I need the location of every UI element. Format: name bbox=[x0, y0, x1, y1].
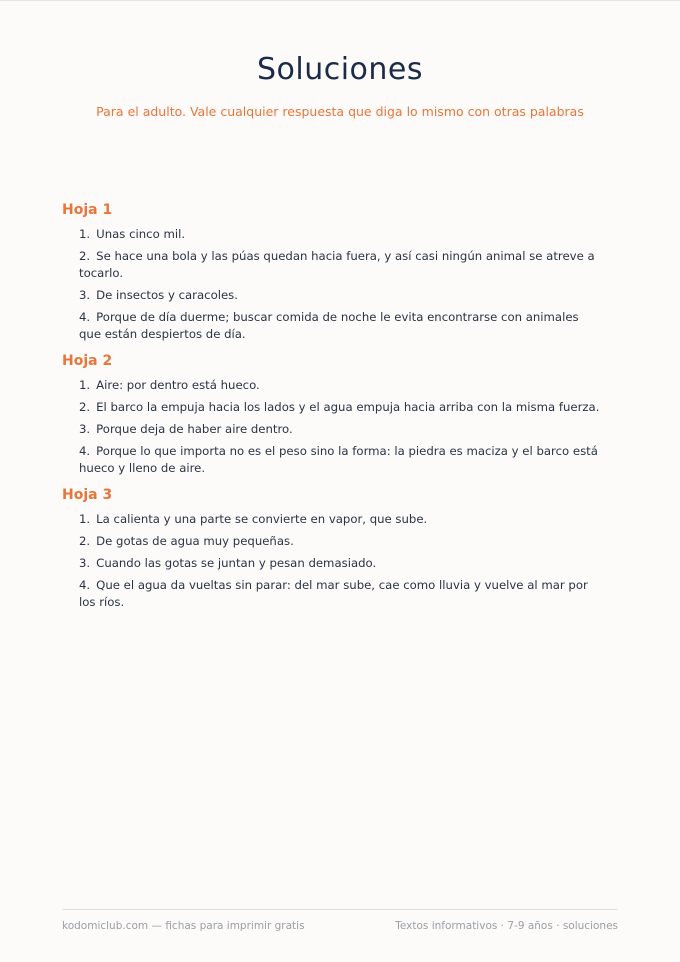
answer-item bbox=[62, 248, 602, 282]
answer-text: La calienta y una parte se convierte en vapor, que sube. bbox=[96, 512, 428, 526]
answer-number: 3. bbox=[79, 288, 91, 302]
answer-item bbox=[62, 421, 602, 438]
answer-number: 2. bbox=[79, 249, 91, 263]
answer-text: Porque de día duerme; buscar comida de noche le evita encontrarse con animales que están despiertos de día. bbox=[79, 310, 579, 341]
answer-text: Porque deja de haber aire dentro. bbox=[96, 422, 293, 436]
answer-item bbox=[62, 377, 602, 394]
answer-text: Cuando las gotas se juntan y pesan demasiado. bbox=[96, 556, 377, 570]
answer-text: De gotas de agua muy pequeñas. bbox=[96, 534, 294, 548]
answer-number: 1. bbox=[79, 378, 91, 392]
answer-text: Aire: por dentro está hueco. bbox=[96, 378, 260, 392]
answer-number: 2. bbox=[79, 400, 91, 414]
answer-number: 4. bbox=[79, 578, 91, 592]
answer-item bbox=[62, 309, 602, 343]
answer-text: De insectos y caracoles. bbox=[96, 288, 238, 302]
section-hoja-1 bbox=[62, 202, 602, 343]
answer-text: Se hace una bola y las púas quedan hacia fuera, y así casi ningún animal se atreve a tocarlo. bbox=[79, 249, 595, 280]
answer-number: 4. bbox=[79, 310, 91, 324]
answer-number: 4. bbox=[79, 444, 91, 458]
answer-text: Que el agua da vueltas sin parar: del mar sube, cae como lluvia y vuelve al mar por los ríos. bbox=[79, 578, 588, 609]
footer-site-credit: kodomiclub.com — fichas para imprimir gratis bbox=[62, 920, 305, 932]
solutions-content bbox=[62, 202, 602, 621]
answer-text: Unas cinco mil. bbox=[96, 227, 186, 241]
answer-number: 3. bbox=[79, 556, 91, 570]
answer-number: 2. bbox=[79, 534, 91, 548]
section-hoja-2 bbox=[62, 353, 602, 477]
section-hoja-3 bbox=[62, 487, 602, 611]
page-subtitle: Para el adulto. Vale cualquier respuesta que diga lo mismo con otras palabras bbox=[96, 104, 584, 119]
answer-item bbox=[62, 577, 602, 611]
answer-text: El barco la empuja hacia los lados y el agua empuja hacia arriba con la misma fuerza. bbox=[96, 400, 600, 414]
answer-item bbox=[62, 443, 602, 477]
answer-text: Porque lo que importa no es el peso sino la forma: la piedra es maciza y el barco está hueco y lleno de aire. bbox=[79, 444, 598, 475]
answer-item bbox=[62, 555, 602, 572]
section-title: Hoja 3 bbox=[62, 487, 113, 503]
answer-list bbox=[62, 377, 602, 477]
answer-list bbox=[62, 226, 602, 343]
answer-item bbox=[62, 226, 602, 243]
answer-item bbox=[62, 533, 602, 550]
answer-item bbox=[62, 511, 602, 528]
section-title: Hoja 1 bbox=[62, 202, 113, 218]
answer-number: 3. bbox=[79, 422, 91, 436]
answer-number: 1. bbox=[79, 512, 91, 526]
footer-worksheet-info: Textos informativos · 7-9 años · soluciones bbox=[395, 920, 618, 932]
answer-item bbox=[62, 287, 602, 304]
page-title: Soluciones bbox=[256, 52, 424, 87]
answer-item bbox=[62, 399, 602, 416]
answer-number: 1. bbox=[79, 227, 91, 241]
answer-list bbox=[62, 511, 602, 611]
footer-divider bbox=[62, 909, 618, 910]
top-divider bbox=[0, 0, 680, 1]
section-title: Hoja 2 bbox=[62, 353, 113, 369]
